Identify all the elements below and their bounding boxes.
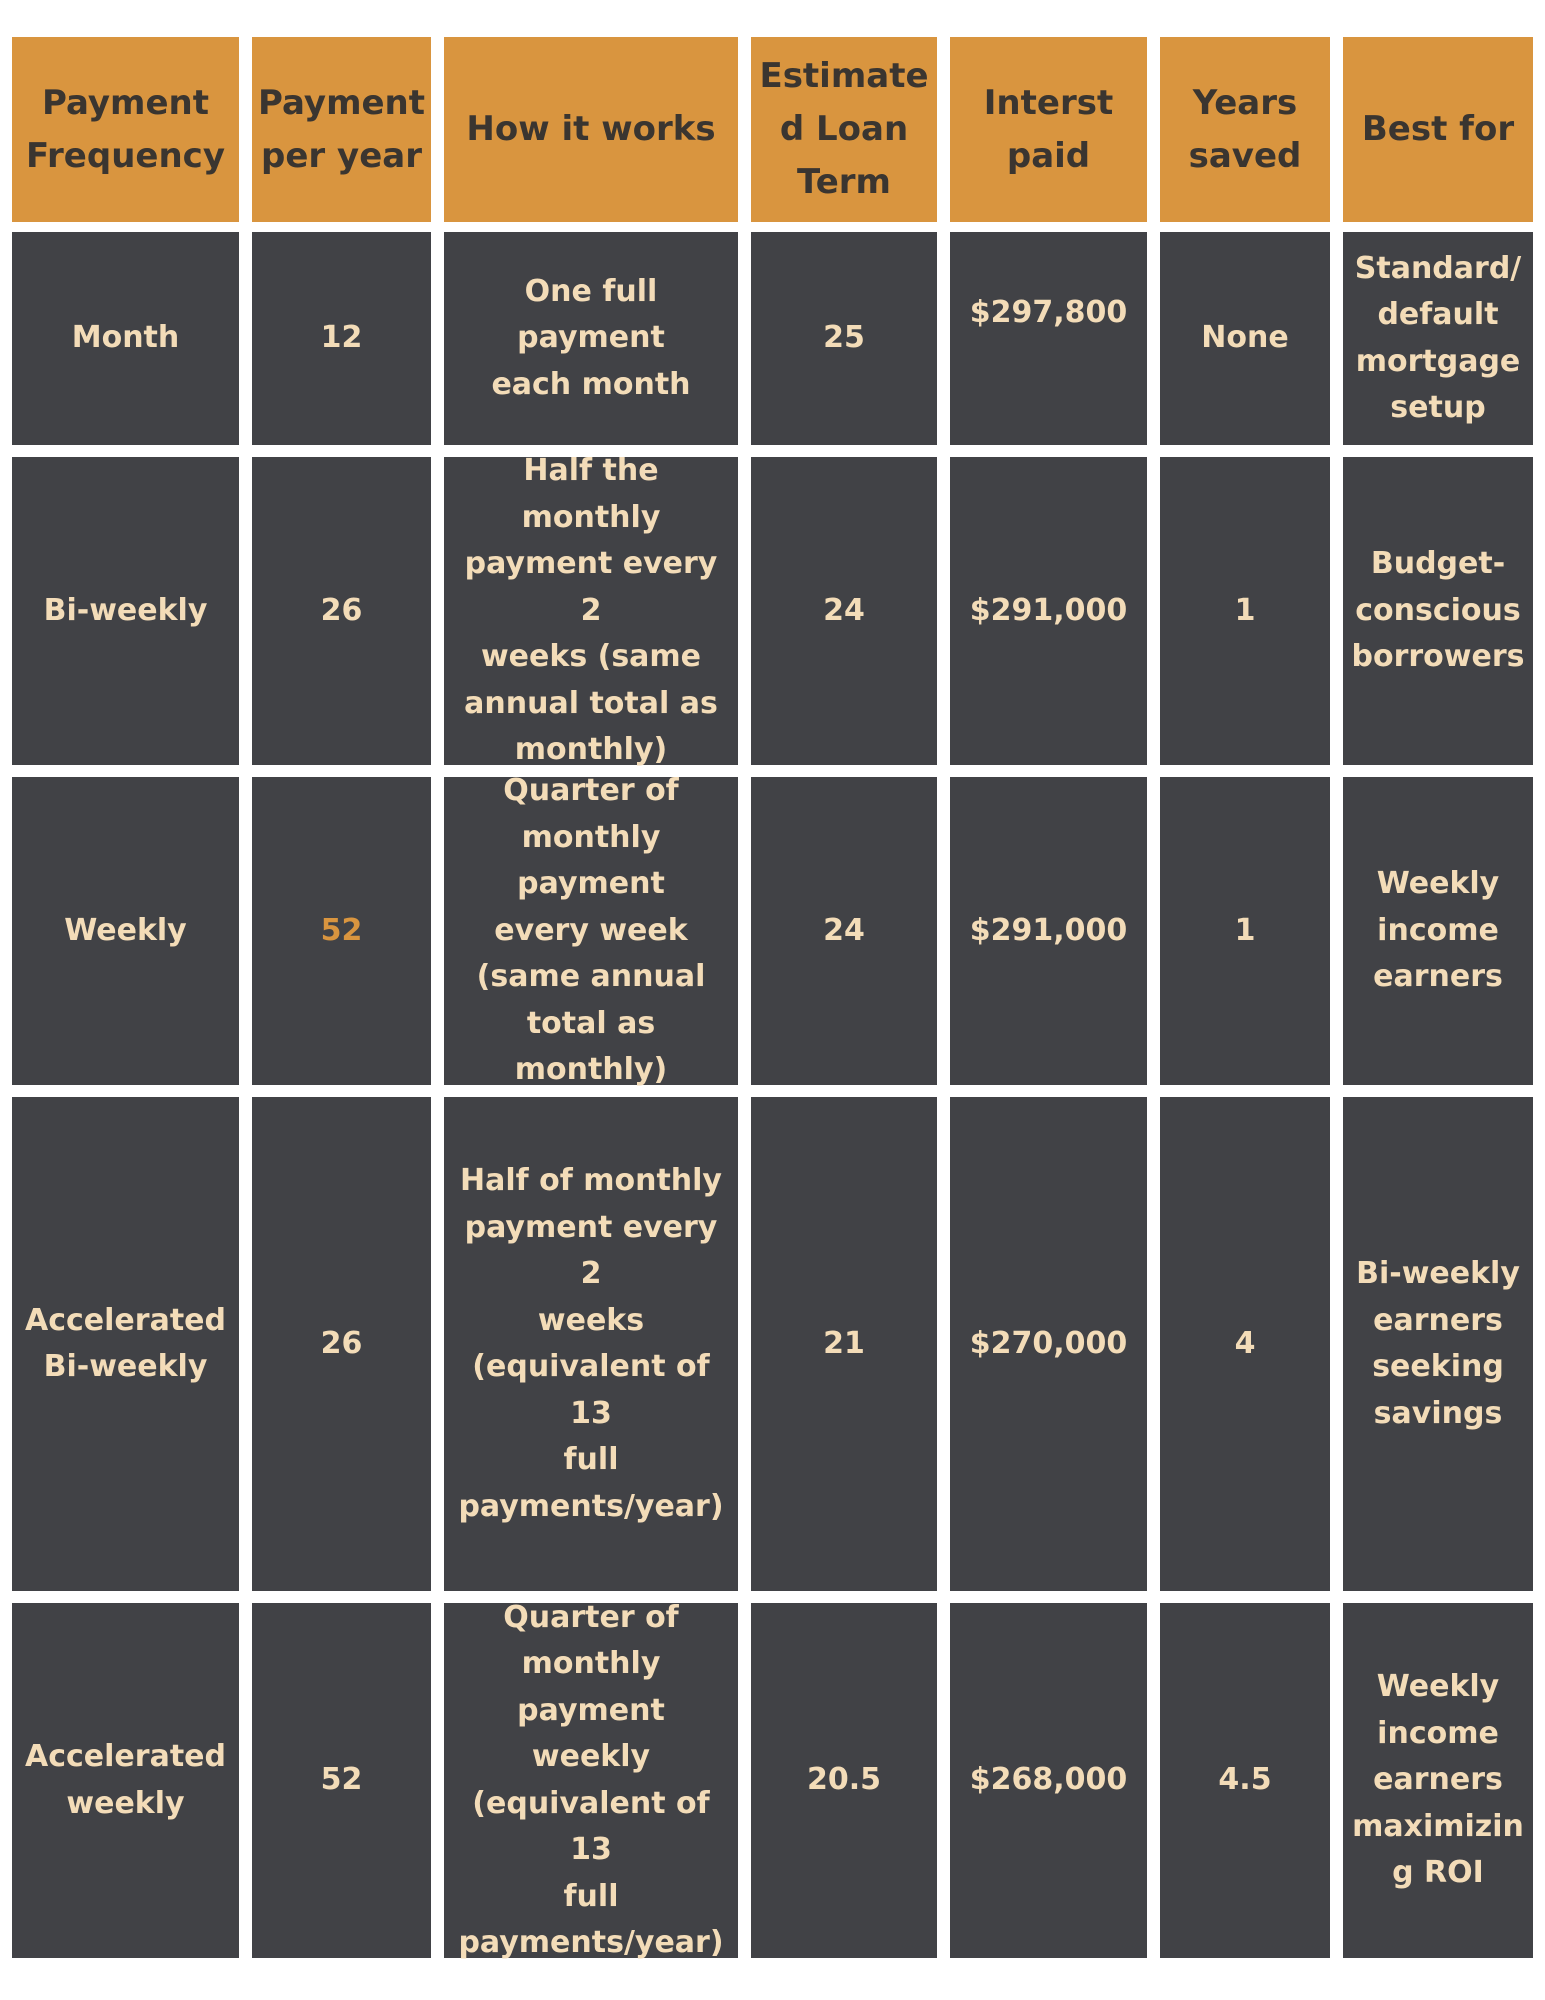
cell-how-it-works <box>444 232 738 445</box>
cell-best-for <box>1343 457 1533 765</box>
cell-interest-paid <box>950 457 1147 765</box>
header-years-saved <box>1160 37 1330 222</box>
cell-payments-per-year <box>252 457 431 765</box>
cell-text: Bi-weekly <box>43 592 208 628</box>
cell-loan-term <box>751 1097 937 1591</box>
cell-interest-paid <box>950 1603 1147 1958</box>
cell-text: Accelerated Bi-weekly <box>25 1302 226 1384</box>
header-how-it-works <box>444 37 738 222</box>
cell-text: 1 <box>1234 592 1256 628</box>
cell-text: $297,800 <box>969 295 1128 330</box>
cell-loan-term <box>751 457 937 765</box>
cell-best-for <box>1343 232 1533 445</box>
cell-best-for <box>1343 1097 1533 1591</box>
cell-payments-per-year <box>252 232 431 445</box>
cell-text: Half of monthly payment every 2 weeks (equivalent of 13 full payments/year) <box>458 1163 724 1524</box>
cell-best-for <box>1343 777 1533 1085</box>
cell-payments-per-year <box>252 1097 431 1591</box>
cell-years-saved <box>1160 1603 1330 1958</box>
cell-text: $270,000 <box>969 1325 1128 1361</box>
cell-text: Bi-weekly earners seeking savings <box>1356 1256 1520 1431</box>
cell-loan-term <box>751 232 937 445</box>
cell-text: None <box>1201 320 1289 356</box>
cell-text: 26 <box>320 592 363 628</box>
header-estimated-loan-term <box>751 37 937 222</box>
cell-text: Half the monthly payment every 2 weeks (same annual total as monthly) <box>464 453 718 768</box>
cell-text: Quarter of monthly payment every week (same annual total as monthly) <box>476 773 706 1088</box>
header-payment-per-year <box>252 37 431 222</box>
header-best-for <box>1343 37 1533 222</box>
cell-text: Quarter of monthly payment weekly (equivalent of 13 full payments/year) <box>458 1599 724 1960</box>
cell-text: $291,000 <box>969 912 1128 948</box>
cell-frequency <box>12 232 239 445</box>
header-label: Years saved <box>1188 82 1302 176</box>
cell-how-it-works <box>444 1599 738 1960</box>
cell-text: 24 <box>823 912 865 948</box>
cell-frequency <box>12 1603 239 1958</box>
cell-years-saved <box>1160 1097 1330 1591</box>
cell-frequency <box>12 777 239 1085</box>
cell-years-saved <box>1160 457 1330 765</box>
cell-text: Standard/ default mortgage setup <box>1354 250 1522 425</box>
cell-text: Weekly <box>64 912 187 948</box>
header-label: Estimate d Loan Term <box>759 56 929 202</box>
header-interest-paid <box>950 37 1147 222</box>
header-label: How it works <box>466 109 716 150</box>
cell-text: 20.5 <box>806 1762 882 1798</box>
cell-how-it-works <box>444 773 738 1088</box>
cell-text: 25 <box>823 320 865 356</box>
cell-payments-per-year <box>252 777 431 1085</box>
cell-text: Weekly income earners <box>1373 866 1503 995</box>
cell-text: 52 <box>320 912 363 948</box>
cell-text: 26 <box>320 1325 363 1361</box>
header-label: Payment per year <box>258 82 426 176</box>
cell-frequency <box>12 1097 239 1591</box>
cell-text: One full payment each month <box>491 273 691 402</box>
cell-text: 4 <box>1234 1325 1256 1361</box>
header-label: Best for <box>1361 109 1515 150</box>
cell-interest-paid <box>950 777 1147 1085</box>
cell-years-saved <box>1160 232 1330 445</box>
cell-best-for <box>1343 1603 1533 1958</box>
cell-text: 1 <box>1234 912 1256 948</box>
cell-years-saved <box>1160 777 1330 1085</box>
header-label: Payment Frequency <box>25 82 225 176</box>
cell-text: 12 <box>320 320 363 356</box>
cell-loan-term <box>751 777 937 1085</box>
cell-text: $291,000 <box>969 592 1128 628</box>
cell-text: Accelerated weekly <box>25 1739 226 1821</box>
cell-payments-per-year <box>252 1603 431 1958</box>
cell-text: $268,000 <box>969 1762 1128 1798</box>
cell-text: 24 <box>823 592 865 628</box>
cell-text: Budget- conscious borrowers <box>1351 546 1525 675</box>
header-label: Interst paid <box>983 82 1114 176</box>
cell-text: 21 <box>823 1325 865 1361</box>
cell-how-it-works <box>444 1097 738 1591</box>
cell-text: 4.5 <box>1218 1762 1272 1798</box>
cell-how-it-works <box>444 453 738 768</box>
cell-text: Month <box>71 320 180 356</box>
header-payment-frequency <box>12 37 239 222</box>
cell-interest-paid <box>950 1097 1147 1591</box>
cell-frequency <box>12 457 239 765</box>
cell-text: Weekly income earners maximizin g ROI <box>1352 1669 1524 1891</box>
cell-loan-term <box>751 1603 937 1958</box>
cell-text: 52 <box>320 1762 363 1798</box>
cell-interest-paid <box>950 232 1147 445</box>
